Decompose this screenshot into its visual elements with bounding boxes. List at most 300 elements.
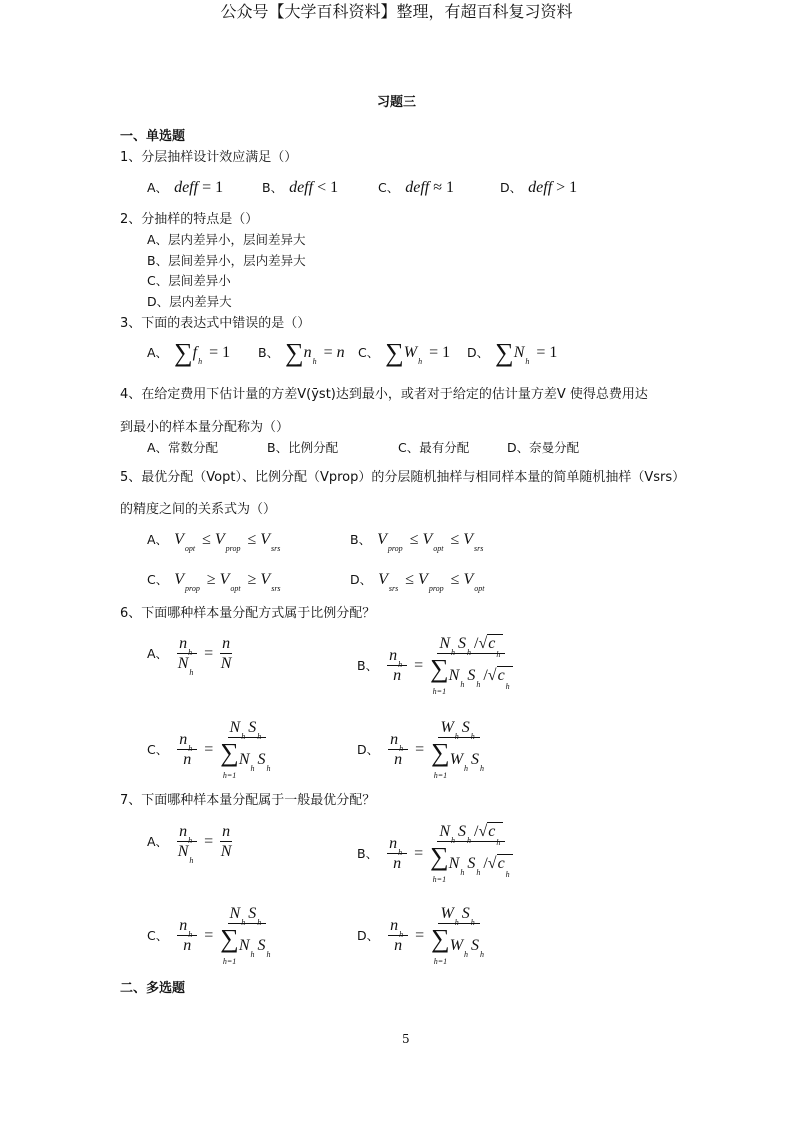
answer-option[interactable] bbox=[147, 255, 306, 268]
math-var: n bbox=[389, 647, 398, 664]
sigma-symbol: ∑ bbox=[431, 924, 450, 953]
math-subscript: h bbox=[505, 870, 510, 879]
math-var: n bbox=[393, 855, 402, 872]
math-var: n bbox=[390, 917, 399, 934]
denominator bbox=[221, 654, 232, 672]
math-subscript: prop bbox=[387, 544, 403, 553]
math-var: V bbox=[422, 531, 433, 548]
math-subscript: h bbox=[399, 930, 404, 939]
math-operator: = bbox=[429, 344, 439, 361]
math-operator: > bbox=[556, 179, 566, 196]
numerator bbox=[220, 824, 232, 842]
math-subscript: h bbox=[188, 744, 193, 753]
math-var: deff bbox=[289, 179, 314, 196]
math-var: c bbox=[488, 823, 496, 840]
math-subscript: h bbox=[464, 950, 469, 959]
fraction bbox=[430, 636, 513, 696]
fraction bbox=[177, 635, 197, 677]
option-label: A、 bbox=[147, 531, 169, 547]
summation-limit: h=1 bbox=[433, 957, 448, 966]
radical-sign: √ bbox=[487, 855, 497, 872]
square-root bbox=[478, 823, 504, 847]
sigma-symbol: ∑ bbox=[174, 338, 193, 367]
answer-option[interactable] bbox=[147, 571, 284, 593]
math-subscript: srs bbox=[474, 544, 484, 553]
math-var: n bbox=[390, 731, 399, 748]
math-subscript: prop bbox=[428, 584, 444, 593]
math-subscript: h bbox=[451, 836, 456, 845]
math-var: N bbox=[177, 655, 189, 672]
summation-limit: h=1 bbox=[432, 875, 447, 884]
math-subscript: h bbox=[198, 357, 203, 366]
math-var: S bbox=[248, 905, 257, 922]
math-var: c bbox=[497, 855, 505, 872]
math-subscript: h bbox=[464, 764, 469, 773]
math-operator: = bbox=[204, 927, 214, 944]
math-var: N bbox=[448, 667, 460, 684]
math-var: S bbox=[467, 667, 476, 684]
math-var: N bbox=[220, 655, 232, 672]
numerator bbox=[438, 905, 479, 927]
option-label: C、层间差异小 bbox=[147, 273, 231, 288]
numerator bbox=[387, 835, 407, 857]
math-var: deff bbox=[528, 179, 553, 196]
math-var: n bbox=[394, 937, 403, 954]
numerator bbox=[388, 917, 408, 939]
math-subscript: h bbox=[460, 868, 465, 877]
sigma-symbol: ∑ bbox=[285, 338, 304, 367]
option-label: D、 bbox=[350, 571, 373, 587]
fraction bbox=[220, 720, 273, 780]
option-label: D、奈曼分配 bbox=[507, 440, 580, 455]
answer-option[interactable] bbox=[258, 340, 345, 366]
math-subscript: h bbox=[241, 918, 246, 927]
summation bbox=[430, 656, 449, 696]
answer-option[interactable] bbox=[147, 906, 276, 966]
formula bbox=[377, 531, 486, 553]
numerator bbox=[387, 647, 407, 669]
formula bbox=[174, 823, 235, 865]
math-subscript: h bbox=[470, 918, 475, 927]
page-number: 5 bbox=[402, 1032, 410, 1046]
math-var: f bbox=[192, 344, 198, 361]
question-text: 的精度之间的关系式为（） bbox=[120, 502, 277, 517]
math-subscript: srs bbox=[388, 584, 399, 593]
numerator bbox=[437, 635, 505, 659]
section-multi-choice: 二、多选题 bbox=[120, 981, 186, 996]
math-var: n bbox=[222, 823, 231, 840]
radicand bbox=[497, 854, 513, 879]
summation bbox=[220, 740, 239, 780]
math-subscript: srs bbox=[271, 584, 281, 593]
option-label: B、比例分配 bbox=[267, 440, 339, 455]
answer-option[interactable] bbox=[147, 296, 232, 309]
math-var: W bbox=[449, 937, 464, 954]
math-text: 1 bbox=[222, 344, 231, 361]
math-var: S bbox=[248, 719, 257, 736]
option-label: D、 bbox=[467, 344, 490, 360]
math-subscript: opt bbox=[474, 584, 485, 593]
option-label: C、 bbox=[147, 571, 169, 587]
math-operator: ≤ bbox=[450, 571, 460, 588]
math-subscript: h bbox=[257, 732, 262, 741]
math-operator: ≤ bbox=[247, 531, 257, 548]
math-var: V bbox=[377, 531, 387, 548]
math-operator: = bbox=[204, 741, 214, 758]
option-label: B、 bbox=[350, 531, 372, 547]
math-operator: = bbox=[202, 179, 212, 196]
option-label: B、层间差异小，层内差异大 bbox=[147, 253, 306, 268]
option-label: A、 bbox=[147, 833, 169, 849]
answer-option[interactable] bbox=[398, 442, 469, 455]
math-var: N bbox=[177, 843, 189, 860]
numerator bbox=[177, 823, 197, 845]
option-label: B、 bbox=[258, 344, 280, 360]
math-subscript: h bbox=[460, 680, 465, 689]
math-var: N bbox=[513, 344, 525, 361]
summation-limit: h=1 bbox=[432, 687, 447, 696]
math-var: S bbox=[461, 905, 470, 922]
option-label: C、 bbox=[147, 741, 169, 757]
sigma-symbol: ∑ bbox=[385, 338, 404, 367]
formula bbox=[384, 824, 516, 884]
question-text: 6、下面哪种样本量分配方式属于比例分配？ bbox=[120, 606, 376, 621]
answer-option[interactable] bbox=[147, 442, 218, 455]
math-subscript: h bbox=[312, 357, 317, 366]
denominator bbox=[221, 842, 232, 860]
math-subscript: h bbox=[266, 950, 271, 959]
summation-limit: h=1 bbox=[222, 771, 237, 780]
math-subscript: h bbox=[189, 856, 194, 865]
math-subscript: h bbox=[467, 648, 472, 657]
numerator bbox=[177, 731, 197, 753]
math-var: W bbox=[449, 751, 464, 768]
denominator bbox=[177, 842, 197, 865]
radical-sign: √ bbox=[478, 823, 488, 840]
formula bbox=[174, 720, 276, 780]
answer-option[interactable] bbox=[350, 571, 487, 593]
math-operator: = bbox=[414, 845, 424, 862]
math-operator: ≤ bbox=[405, 571, 415, 588]
fraction bbox=[220, 824, 232, 860]
formula bbox=[174, 635, 235, 677]
question-text: 到最小的样本量分配称为（） bbox=[120, 420, 290, 435]
fraction bbox=[177, 918, 197, 954]
math-var: deff bbox=[405, 179, 430, 196]
math-var: V bbox=[174, 531, 184, 548]
formula bbox=[385, 906, 490, 966]
answer-option[interactable] bbox=[467, 340, 557, 366]
math-subscript: prop bbox=[225, 544, 241, 553]
fraction bbox=[430, 824, 513, 884]
math-subscript: h bbox=[188, 930, 193, 939]
math-subscript: h bbox=[496, 650, 501, 659]
math-operator: ≥ bbox=[206, 571, 216, 588]
answer-option[interactable] bbox=[357, 720, 490, 780]
math-operator: = bbox=[415, 927, 425, 944]
math-var: W bbox=[403, 344, 418, 361]
fraction bbox=[220, 636, 232, 672]
sigma-symbol: ∑ bbox=[495, 338, 514, 367]
math-subscript: h bbox=[525, 357, 530, 366]
formula bbox=[174, 531, 283, 553]
answer-option[interactable] bbox=[267, 442, 338, 455]
math-var: S bbox=[257, 751, 266, 768]
option-label: C、最有分配 bbox=[398, 440, 470, 455]
answer-option[interactable] bbox=[147, 275, 231, 288]
page-header: 公众号【大学百科资料】整理，有超百科复习资料 bbox=[220, 2, 573, 21]
sigma-symbol: ∑ bbox=[431, 738, 450, 767]
denominator bbox=[431, 924, 487, 966]
math-var: N bbox=[229, 905, 241, 922]
math-subscript: h bbox=[250, 950, 255, 959]
summation bbox=[220, 926, 239, 966]
math-var: N bbox=[439, 635, 451, 652]
formula bbox=[528, 180, 577, 196]
radicand bbox=[487, 634, 503, 659]
summation bbox=[431, 926, 450, 966]
formula bbox=[385, 720, 490, 780]
math-subscript: h bbox=[451, 648, 456, 657]
math-text: / bbox=[474, 635, 479, 652]
denominator bbox=[431, 738, 487, 780]
math-subscript: h bbox=[257, 918, 262, 927]
math-text: 1 bbox=[446, 179, 455, 196]
option-label: D、 bbox=[357, 741, 380, 757]
formula bbox=[495, 340, 557, 366]
numerator bbox=[437, 823, 505, 847]
math-var: n bbox=[179, 635, 188, 652]
math-var: V bbox=[260, 571, 271, 588]
option-label: B、 bbox=[357, 657, 379, 673]
math-var: n bbox=[394, 751, 403, 768]
square-root bbox=[487, 855, 513, 879]
math-text: 1 bbox=[215, 179, 224, 196]
math-var: V bbox=[418, 571, 428, 588]
formula bbox=[174, 180, 223, 196]
answer-option[interactable] bbox=[357, 906, 490, 966]
sigma-symbol: ∑ bbox=[220, 738, 239, 767]
math-subscript: h bbox=[476, 680, 481, 689]
math-subscript: h bbox=[496, 838, 501, 847]
fraction bbox=[431, 720, 487, 780]
question-text: 1、分层抽样设计效应满足（） bbox=[120, 150, 298, 165]
math-var: n bbox=[222, 635, 231, 652]
formula bbox=[378, 571, 487, 593]
math-var: n bbox=[179, 823, 188, 840]
math-subscript: h bbox=[241, 732, 246, 741]
math-var: n bbox=[183, 937, 192, 954]
option-label: B、 bbox=[262, 179, 284, 195]
math-subscript: h bbox=[250, 764, 255, 773]
formula bbox=[405, 180, 454, 196]
option-label: C、 bbox=[358, 344, 380, 360]
question-text: 4、在给定费用下估计量的方差V(ȳst)达到最小，或者对于给定的估计量方差V 使得总费用达 bbox=[120, 387, 648, 402]
math-var: V bbox=[463, 531, 474, 548]
math-var: N bbox=[238, 937, 250, 954]
math-var: S bbox=[458, 823, 467, 840]
answer-option[interactable] bbox=[147, 234, 306, 247]
option-label: B、 bbox=[357, 845, 379, 861]
math-var: W bbox=[440, 719, 454, 736]
math-operator: ≤ bbox=[450, 531, 460, 548]
fraction bbox=[220, 906, 273, 966]
math-subscript: h bbox=[470, 732, 475, 741]
answer-option[interactable] bbox=[378, 180, 454, 196]
math-subscript: h bbox=[189, 668, 194, 677]
math-subscript: prop bbox=[185, 584, 200, 593]
math-operator: < bbox=[317, 179, 327, 196]
math-text: / bbox=[474, 823, 479, 840]
fraction bbox=[431, 906, 487, 966]
math-subscript: h bbox=[476, 868, 481, 877]
math-subscript: h bbox=[398, 660, 403, 669]
math-var: S bbox=[461, 719, 470, 736]
math-text: / bbox=[483, 855, 488, 872]
math-subscript: h bbox=[454, 732, 459, 741]
option-label: C、 bbox=[147, 927, 169, 943]
answer-option[interactable] bbox=[350, 531, 486, 553]
formula bbox=[174, 340, 230, 366]
math-operator: = bbox=[323, 344, 333, 361]
math-var: n bbox=[336, 344, 345, 361]
math-var: V bbox=[219, 571, 230, 588]
fraction bbox=[177, 823, 197, 865]
fraction bbox=[177, 732, 197, 768]
formula bbox=[385, 340, 450, 366]
math-var: N bbox=[439, 823, 451, 840]
answer-option[interactable] bbox=[147, 531, 283, 553]
denominator bbox=[430, 842, 513, 884]
math-var: n bbox=[393, 667, 402, 684]
math-operator: ≤ bbox=[409, 531, 419, 548]
answer-option[interactable] bbox=[147, 340, 230, 366]
option-label: A、常数分配 bbox=[147, 440, 219, 455]
math-subscript: opt bbox=[184, 544, 196, 553]
summation bbox=[430, 844, 449, 884]
answer-option[interactable] bbox=[147, 635, 235, 677]
answer-option[interactable] bbox=[147, 720, 276, 780]
math-var: S bbox=[257, 937, 266, 954]
question-text: 7、下面哪种样本量分配属于一般最优分配？ bbox=[120, 793, 376, 808]
page-title: 习题三 bbox=[376, 95, 416, 110]
radical-sign: √ bbox=[487, 667, 497, 684]
math-var: S bbox=[471, 751, 480, 768]
math-subscript: h bbox=[480, 950, 485, 959]
answer-option[interactable] bbox=[357, 636, 516, 696]
math-subscript: h bbox=[418, 357, 423, 366]
math-subscript: h bbox=[467, 836, 472, 845]
math-var: N bbox=[448, 855, 460, 872]
summation bbox=[431, 740, 450, 780]
question-text: 5、最优分配（Vopt）、比例分配（Vprop）的分层随机抽样与相同样本量的简单随机抽样（Vsrs） bbox=[120, 470, 686, 485]
math-operator: = bbox=[415, 741, 425, 758]
option-label: A、 bbox=[147, 179, 169, 195]
math-var: N bbox=[229, 719, 241, 736]
math-subscript: h bbox=[188, 836, 193, 845]
math-text: 1 bbox=[442, 344, 451, 361]
sigma-symbol: ∑ bbox=[430, 842, 449, 871]
numerator bbox=[388, 731, 408, 753]
math-var: S bbox=[471, 937, 480, 954]
numerator bbox=[228, 905, 267, 927]
answer-option[interactable] bbox=[358, 340, 450, 366]
radicand bbox=[487, 822, 503, 847]
math-var: V bbox=[174, 571, 185, 588]
numerator bbox=[220, 636, 232, 654]
answer-option[interactable] bbox=[147, 823, 235, 865]
numerator bbox=[177, 635, 197, 657]
math-subscript: opt bbox=[433, 544, 444, 553]
math-operator: ≤ bbox=[202, 531, 211, 548]
math-var: V bbox=[378, 571, 388, 588]
formula bbox=[289, 180, 338, 196]
math-text: 1 bbox=[330, 179, 339, 196]
math-operator: = bbox=[209, 344, 219, 361]
fraction bbox=[387, 836, 407, 872]
math-var: W bbox=[440, 905, 454, 922]
section-single-choice: 一、单选题 bbox=[120, 129, 186, 144]
math-var: N bbox=[238, 751, 250, 768]
denominator bbox=[430, 654, 513, 696]
answer-option[interactable] bbox=[507, 442, 579, 455]
option-label: A、 bbox=[147, 645, 169, 661]
math-operator: = bbox=[536, 344, 546, 361]
formula bbox=[384, 636, 516, 696]
question-text: 2、分抽样的特点是（） bbox=[120, 212, 259, 227]
fraction bbox=[388, 918, 408, 954]
question-text: 3、下面的表达式中错误的是（） bbox=[120, 316, 311, 331]
math-operator: ≥ bbox=[247, 571, 257, 588]
fraction bbox=[388, 732, 408, 768]
math-text: 1 bbox=[549, 344, 558, 361]
math-var: V bbox=[260, 531, 271, 548]
option-label: D、 bbox=[500, 179, 523, 195]
option-label: A、 bbox=[147, 344, 169, 360]
denominator bbox=[220, 924, 273, 966]
math-var: deff bbox=[174, 179, 199, 196]
math-subscript: h bbox=[505, 682, 510, 691]
answer-option[interactable] bbox=[357, 824, 516, 884]
answer-option[interactable] bbox=[500, 180, 577, 196]
math-operator: = bbox=[204, 833, 214, 850]
math-var: S bbox=[467, 855, 476, 872]
numerator bbox=[177, 917, 197, 939]
math-operator: ≈ bbox=[433, 179, 443, 196]
math-text: / bbox=[483, 667, 488, 684]
radical-sign: √ bbox=[478, 635, 488, 652]
numerator bbox=[438, 719, 479, 741]
math-subscript: h bbox=[266, 764, 271, 773]
radicand bbox=[497, 666, 513, 691]
math-subscript: h bbox=[188, 648, 193, 657]
math-subscript: srs bbox=[271, 544, 281, 553]
denominator bbox=[220, 738, 273, 780]
math-var: n bbox=[179, 917, 188, 934]
option-label: A、层内差异小，层间差异大 bbox=[147, 232, 306, 247]
summation-limit: h=1 bbox=[222, 957, 237, 966]
math-var: N bbox=[220, 843, 232, 860]
answer-option[interactable] bbox=[147, 180, 223, 196]
option-label: C、 bbox=[378, 179, 400, 195]
math-text: 1 bbox=[569, 179, 578, 196]
math-var: V bbox=[463, 571, 474, 588]
answer-option[interactable] bbox=[262, 180, 338, 196]
square-root bbox=[478, 635, 504, 659]
formula bbox=[174, 571, 283, 593]
math-subscript: h bbox=[454, 918, 459, 927]
math-operator: = bbox=[204, 645, 214, 662]
